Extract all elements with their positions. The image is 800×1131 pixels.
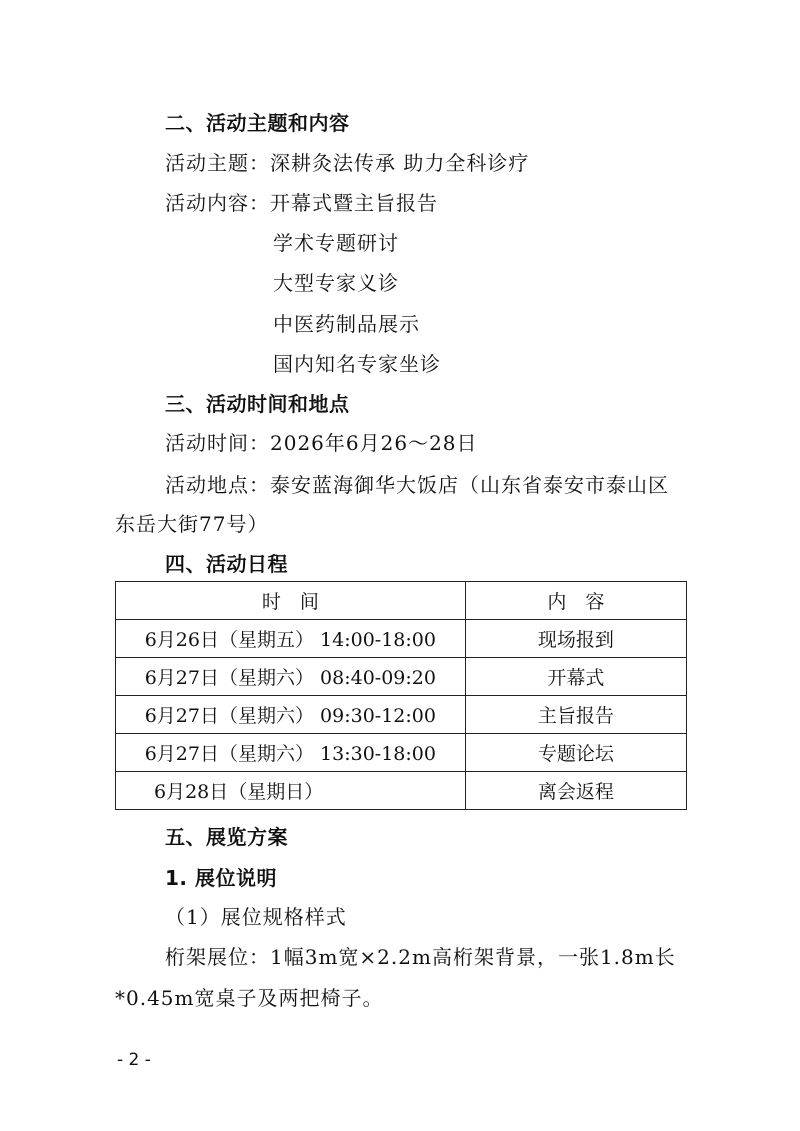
header-time: 时 间 <box>116 582 466 620</box>
row-content: 主旨报告 <box>465 696 686 734</box>
activity-place-line-2: 东岳大街77号） <box>115 512 269 536</box>
subsection-1-1: （1）展位规格样式 <box>165 905 347 929</box>
row-content: 离会返程 <box>465 772 686 810</box>
table-row <box>116 658 687 696</box>
content-item: 国内知名专家坐诊 <box>273 352 441 376</box>
table-header-row <box>116 582 687 620</box>
row-time: 6月26日（星期五） 14:00-18:00 <box>116 620 466 658</box>
content-item: 学术专题研讨 <box>273 231 399 255</box>
booth-description-line-1: 桁架展位：1幅3m宽×2.2m高桁架背景，一张1.8m长 <box>165 945 676 969</box>
activity-time: 活动时间：2026年6月26～28日 <box>165 431 478 455</box>
section-4-heading: 四、活动日程 <box>165 552 288 576</box>
section-2-heading: 二、活动主题和内容 <box>165 111 350 135</box>
row-time: 6月27日（星期六） 13:30-18:00 <box>116 734 466 772</box>
table-row <box>116 696 687 734</box>
content-item: 中医药制品展示 <box>273 312 420 336</box>
row-time: 6月27日（星期六） 09:30-12:00 <box>116 696 466 734</box>
table-row <box>116 620 687 658</box>
header-content: 内 容 <box>465 582 686 620</box>
section-3-heading: 三、活动时间和地点 <box>165 392 350 416</box>
row-content: 专题论坛 <box>465 734 686 772</box>
page-number: - 2 - <box>117 1050 151 1070</box>
activity-place-line-1: 活动地点：泰安蓝海御华大饭店（山东省泰安市泰山区 <box>165 473 669 497</box>
subsection-1-heading: 1. 展位说明 <box>165 866 277 890</box>
table-row <box>116 734 687 772</box>
activity-content-label: 活动内容：开幕式暨主旨报告 <box>165 191 438 215</box>
booth-description-line-2: *0.45m宽桌子及两把椅子。 <box>115 986 384 1010</box>
row-content: 现场报到 <box>465 620 686 658</box>
table-row <box>116 772 687 810</box>
row-time: 6月28日（星期日） <box>116 772 466 810</box>
content-item: 大型专家义诊 <box>273 271 399 295</box>
activity-theme: 活动主题：深耕灸法传承 助力全科诊疗 <box>165 151 530 175</box>
schedule-table <box>115 581 687 810</box>
row-time: 6月27日（星期六） 08:40-09:20 <box>116 658 466 696</box>
section-5-heading: 五、展览方案 <box>165 825 288 849</box>
row-content: 开幕式 <box>465 658 686 696</box>
